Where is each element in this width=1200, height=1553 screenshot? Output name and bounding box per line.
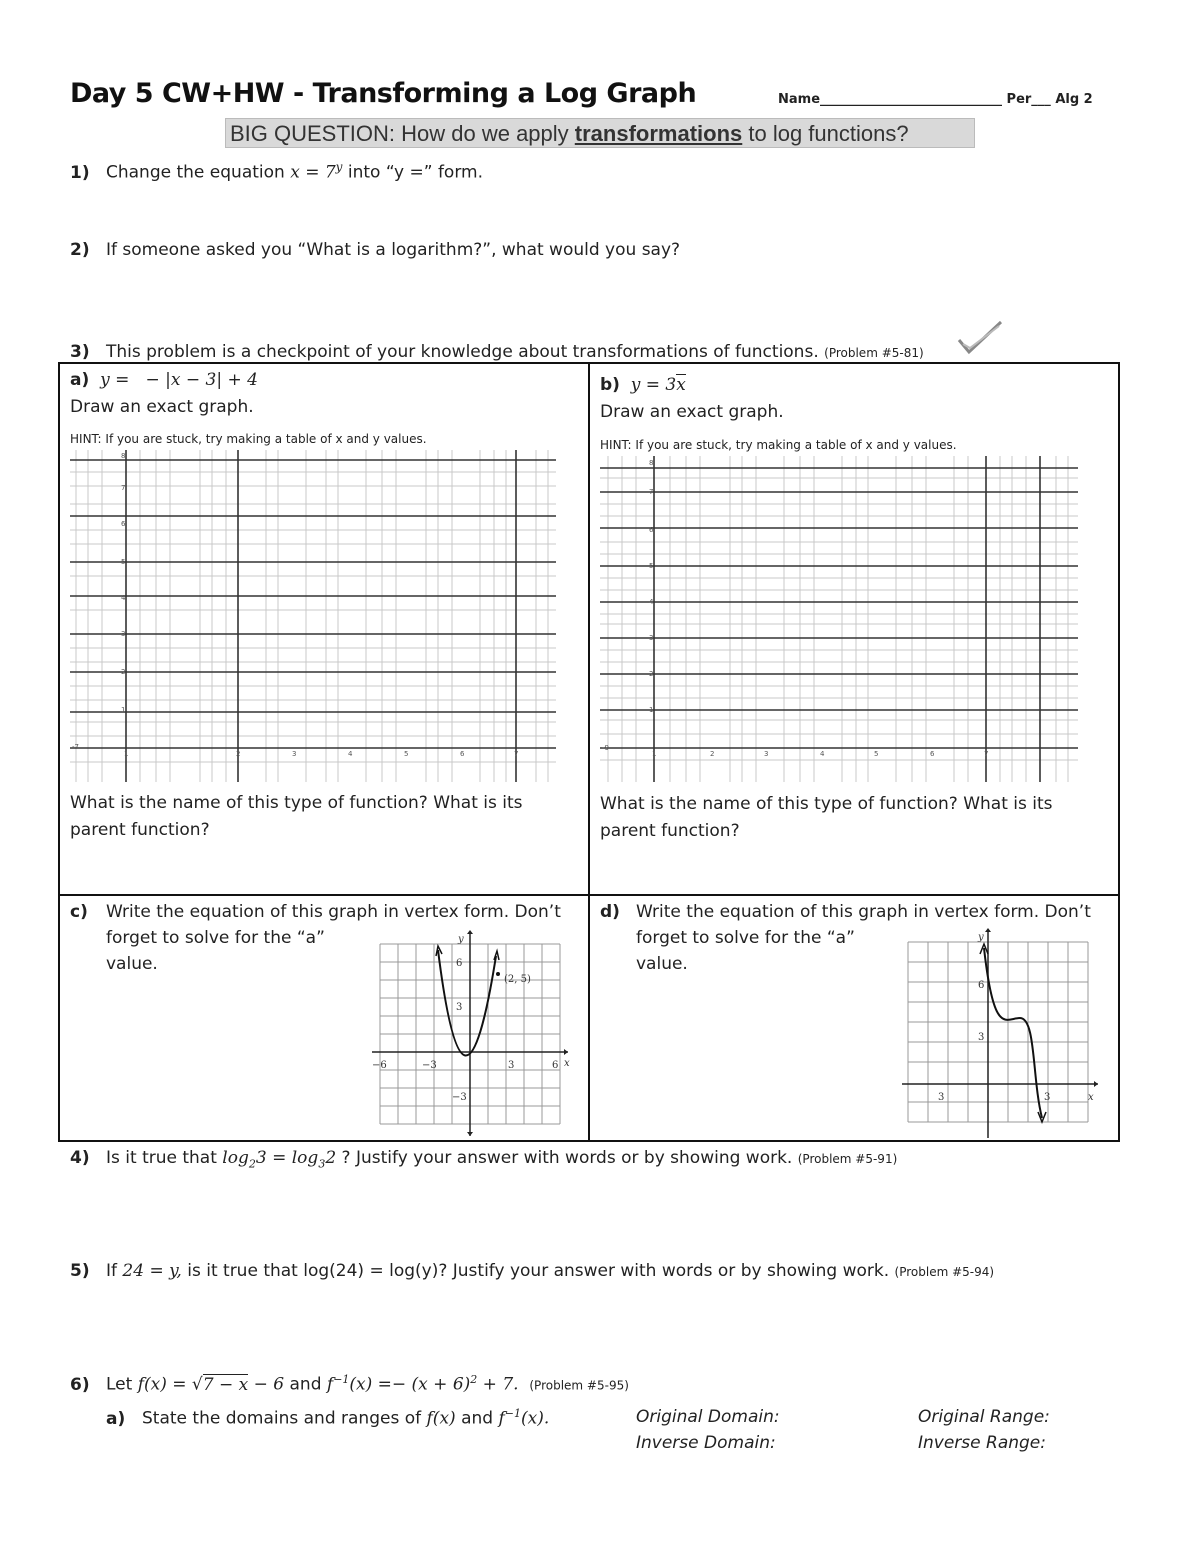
- math-equals: =: [266, 1148, 292, 1168]
- math-function: f(x) =: [137, 1374, 192, 1395]
- graph-c-tick: −3: [422, 1060, 437, 1071]
- big-question-prefix: BIG QUESTION: How do we apply: [230, 121, 575, 146]
- question-number: 3): [70, 342, 90, 362]
- graph-d-x-label: x: [1088, 1092, 1094, 1103]
- math-inverse: f: [498, 1408, 505, 1429]
- cell-b-equation: [600, 375, 686, 395]
- question-text: If: [106, 1261, 123, 1281]
- graph-c-x-label: x: [564, 1058, 570, 1069]
- question-3: [70, 342, 924, 362]
- cell-a-instruction: Draw an exact graph.: [70, 397, 254, 417]
- graph-a-tick: 7: [514, 750, 519, 758]
- question-number: 4): [70, 1148, 90, 1168]
- part-label: a): [106, 1408, 126, 1429]
- math-radicand: 7 − x: [202, 1374, 249, 1395]
- cell-b-question-line-2: parent function?: [600, 821, 740, 841]
- graph-c-point: [496, 972, 500, 976]
- graph-b-tick: -9: [602, 744, 609, 752]
- math-term: − 6: [248, 1374, 285, 1395]
- math-exponent: y: [335, 160, 343, 174]
- graph-b-tick: 5: [649, 562, 654, 570]
- horizontal-divider: [58, 894, 1120, 896]
- checkmark-icon: [955, 318, 1005, 358]
- math-term: + 7.: [477, 1374, 519, 1395]
- question-1: [70, 160, 483, 183]
- graph-c-tick: 6: [456, 958, 463, 969]
- graph-c-tick: 3: [508, 1060, 515, 1071]
- graph-a-tick: -7: [72, 743, 79, 751]
- graph-a-tick: 5: [121, 558, 126, 566]
- cell-a-hint: HINT: If you are stuck, try making a table of x and y values.: [70, 432, 427, 446]
- graph-d-tick: 6: [978, 980, 985, 991]
- graph-c-tick: 3: [456, 1002, 463, 1013]
- cell-b-question-line-1: What is the name of this type of function? What is its: [600, 794, 1053, 814]
- math-subscript: 3: [318, 1157, 326, 1171]
- vertical-divider: [588, 362, 590, 1142]
- question-text: into “y =” form.: [342, 162, 483, 183]
- cell-label: a): [70, 370, 90, 390]
- question-2: [70, 240, 680, 260]
- math-subscript: 2: [248, 1157, 256, 1171]
- cell-a-question-line-2: parent function?: [70, 820, 210, 840]
- graph-b-tick: 6: [930, 750, 935, 758]
- question-6a: [106, 1407, 549, 1429]
- graph-b-tick: 3: [764, 750, 769, 758]
- math-log: log: [291, 1148, 319, 1168]
- graph-a-tick: 4: [121, 594, 126, 602]
- cell-a-question-line-1: What is the name of this type of function? What is its: [70, 793, 523, 813]
- sqrt-symbol: √: [191, 1374, 203, 1395]
- math-inverse: f: [326, 1374, 334, 1395]
- question-text: Is it true that: [106, 1148, 223, 1168]
- graph-d-tick: 3: [978, 1032, 985, 1043]
- math-function: f(x): [426, 1408, 456, 1429]
- problem-source: (Problem #5-81): [824, 346, 924, 360]
- worksheet-title: Day 5 CW+HW - Transforming a Log Graph: [70, 78, 697, 109]
- question-text: If someone asked you “What is a logarithm?”, what would you say?: [106, 240, 681, 260]
- graph-a-tick: 7: [121, 484, 126, 492]
- math-exponent: 2: [470, 1373, 478, 1386]
- big-question-keyword: transformations: [574, 121, 743, 146]
- graph-b-tick: 1: [649, 706, 654, 714]
- question-6: [70, 1373, 629, 1395]
- graph-a-tick: 2: [236, 750, 241, 758]
- math-equation: x = 7: [290, 162, 336, 183]
- graph-b-tick: 6: [649, 526, 654, 534]
- cell-label: c): [70, 902, 88, 922]
- question-text: ? Justify your answer with words or by showing work.: [336, 1148, 798, 1168]
- question-text: and: [455, 1408, 499, 1429]
- inverse-range-label: Inverse Range:: [918, 1433, 1046, 1453]
- graph-a-tick: 5: [404, 750, 409, 758]
- big-question-suffix: to log functions?: [742, 121, 909, 146]
- math-radicand: x: [676, 375, 686, 395]
- cell-label: b): [600, 375, 620, 395]
- problem-source: (Problem #5-94): [894, 1265, 995, 1279]
- graph-a-tick: 6: [121, 520, 126, 528]
- graph-d-y-label: y: [978, 932, 984, 943]
- cell-label: d): [600, 902, 620, 922]
- math-function: (x).: [520, 1408, 550, 1429]
- math-equation: 24 = y,: [122, 1261, 182, 1281]
- question-text: Change the equation: [106, 162, 291, 183]
- math-equation: y = 3: [630, 375, 677, 395]
- question-number: 6): [70, 1374, 90, 1395]
- graph-d-tick: 3: [1044, 1092, 1051, 1103]
- graph-a-tick: 3: [121, 630, 126, 638]
- problem-source: (Problem #5-91): [797, 1152, 898, 1166]
- cell-c-text: Write the equation of this graph in vertex form. Don’t: [106, 902, 561, 922]
- graph-d-cubic: [898, 928, 1104, 1138]
- cell-a-equation: [70, 370, 258, 390]
- graph-a-tick: 1: [124, 750, 129, 758]
- question-text: is it true that log(24) = log(y)? Justify your answer with words or by showing work.: [181, 1261, 895, 1281]
- cell-d-line-2: forget to solve for the “a”: [636, 928, 855, 948]
- math-argument: 3: [255, 1148, 267, 1168]
- graph-b-tick: 7: [984, 750, 989, 758]
- graph-b-tick: 4: [649, 598, 654, 606]
- cell-c-line-1: [70, 902, 561, 922]
- question-number: 1): [70, 162, 90, 183]
- graph-c-tick: −6: [372, 1060, 387, 1071]
- graph-c-tick: 6: [552, 1060, 559, 1071]
- graph-b-tick: 2: [649, 670, 654, 678]
- question-number: 5): [70, 1261, 90, 1281]
- cell-d-text: Write the equation of this graph in vertex form. Don’t: [636, 902, 1091, 922]
- math-exponent: −1: [333, 1373, 350, 1386]
- math-log: log: [222, 1148, 249, 1168]
- graph-a-tick: 4: [348, 750, 353, 758]
- graph-b-tick: 7: [649, 488, 654, 496]
- graph-b-grid: [600, 456, 1078, 782]
- question-text: and: [284, 1374, 327, 1395]
- graph-d-tick: 3: [938, 1092, 945, 1103]
- inverse-domain-label: Inverse Domain:: [636, 1433, 776, 1453]
- cell-d-line-3: value.: [636, 954, 688, 974]
- graph-a-tick: 2: [121, 668, 126, 676]
- graph-c-tick: −3: [452, 1092, 467, 1103]
- graph-b-tick: 8: [649, 459, 654, 467]
- question-text: This problem is a checkpoint of your knowledge about transformations of functions.: [106, 342, 825, 362]
- graph-a-tick: 3: [292, 750, 297, 758]
- graph-a-tick: 1: [121, 706, 126, 714]
- graph-c-parabola: [368, 930, 578, 1140]
- question-text: State the domains and ranges of: [142, 1408, 427, 1429]
- graph-b-tick: 4: [820, 750, 825, 758]
- cell-b-instruction: Draw an exact graph.: [600, 402, 784, 422]
- question-text: Let: [106, 1374, 138, 1395]
- original-range-label: Original Range:: [918, 1407, 1050, 1427]
- graph-a-grid: [70, 450, 556, 782]
- cell-b-hint: HINT: If you are stuck, try making a table of x and y values.: [600, 438, 957, 452]
- math-exponent: −1: [504, 1407, 521, 1420]
- problem-source: (Problem #5-95): [529, 1378, 629, 1393]
- original-domain-label: Original Domain:: [636, 1407, 780, 1427]
- question-5: [70, 1261, 994, 1281]
- math-equation: y = − |x − 3| + 4: [100, 370, 258, 390]
- big-question-banner: [225, 118, 975, 148]
- graph-b-tick: 5: [874, 750, 879, 758]
- graph-b-tick: 1: [652, 750, 657, 758]
- question-number: 2): [70, 240, 90, 260]
- cell-c-line-2: forget to solve for the “a”: [106, 928, 325, 948]
- math-argument: 2: [325, 1148, 337, 1168]
- graph-a-tick: 6: [460, 750, 465, 758]
- graph-b-tick: 3: [649, 634, 654, 642]
- graph-c-point-label: (2, 5): [504, 974, 531, 985]
- name-period-field: Name____________________________ Per___ Alg 2: [778, 92, 1093, 107]
- cell-c-line-3: value.: [106, 954, 158, 974]
- graph-b-tick: 2: [710, 750, 715, 758]
- math-equation: (x) =− (x + 6): [349, 1374, 471, 1395]
- cell-d-line-1: [600, 902, 1091, 922]
- question-4: [70, 1148, 897, 1170]
- graph-c-y-label: y: [458, 934, 464, 945]
- graph-a-tick: 8: [121, 452, 126, 460]
